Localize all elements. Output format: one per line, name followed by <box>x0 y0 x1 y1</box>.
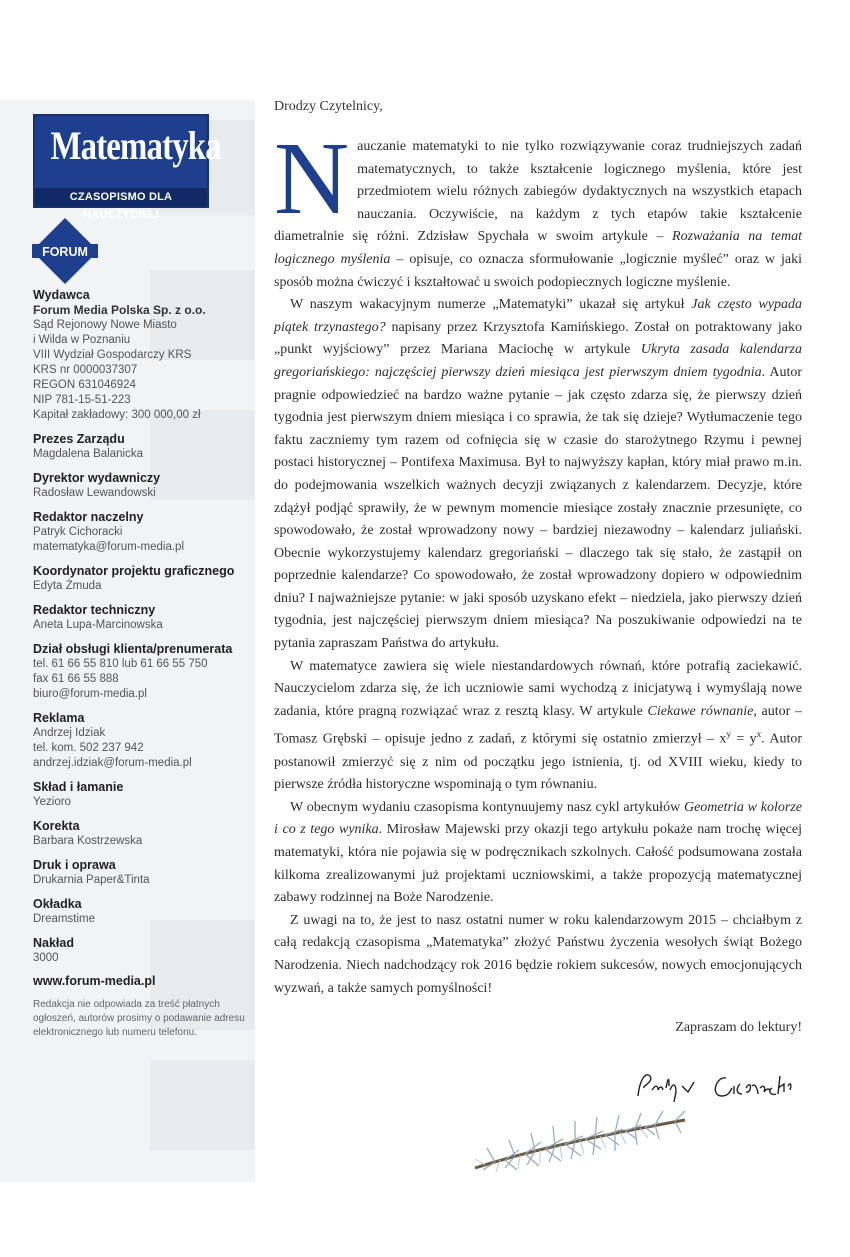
credit-heading: Wydawca <box>33 288 90 302</box>
text-run: . Autor postanowił zmierzyć się z nim od początku jego istnienia, tj. od XVIII wieku, kiedy to pierwsze źródła historyczne wspominają o tym równaniu. <box>274 732 802 793</box>
credit-block <box>33 857 251 888</box>
credit-heading: Okładka <box>33 897 82 911</box>
credit-heading: Koordynator projektu graficznego <box>33 564 235 578</box>
logo-title: Matematyka <box>50 123 221 168</box>
masthead-sidebar <box>0 100 255 1182</box>
credit-heading: Skład i łamanie <box>33 780 124 794</box>
paragraph-1 <box>274 121 802 294</box>
text-run: = y <box>730 732 757 748</box>
credit-line: Yezioro <box>33 796 71 808</box>
drop-cap: N <box>274 121 350 236</box>
credit-heading: Druk i oprawa <box>33 858 116 872</box>
article-title: Ciekawe równanie <box>647 703 754 719</box>
article-title: Geometria w kolorze i co z tego wynika <box>274 799 802 838</box>
text-run: , autor – Tomasz Grębski – opisuje jedno z zadań, z którymi się ostatnio zmierzył – x <box>274 703 802 748</box>
credit-heading: Prezes Zarządu <box>33 432 125 446</box>
credit-line: NIP 781-15-51-223 <box>33 394 131 406</box>
credit-line: KRS nr 0000037307 <box>33 364 138 376</box>
credit-line[interactable]: andrzej.idziak@forum-media.pl <box>33 757 192 769</box>
credit-block <box>33 287 251 423</box>
credit-block <box>33 563 251 594</box>
text-run: W obecnym wydaniu czasopisma kontynuujemy nasz cykl artykułów <box>290 799 684 815</box>
credit-block <box>33 602 251 633</box>
text-run: W matematyce zawiera się wiele niestandardowych równań, które potrafią zaciekawić. Nauczycielom zdarza się, że ich uczniowie sami wychodzą z inicjatywą i wymyślają nowe zadania, które pragną rozwiązać wraz z resztą klasy. W artykule <box>274 658 802 719</box>
pine-branch-icon <box>455 1080 705 1180</box>
credit-block <box>33 470 251 501</box>
paragraph-5 <box>274 910 802 1000</box>
credits-list <box>33 287 251 1040</box>
credit-line: Andrzej Idziak <box>33 727 106 739</box>
credit-block <box>33 509 251 555</box>
text-run: y <box>726 729 731 740</box>
article-title: Rozważania na temat logicznego myślenia <box>274 229 802 267</box>
credit-line[interactable]: matematyka@forum-media.pl <box>33 541 184 553</box>
credit-subheading: Forum Media Polska Sp. z o.o. <box>33 303 206 317</box>
closing-line: Zapraszam do lektury! <box>675 1020 802 1036</box>
credit-heading: Nakład <box>33 936 74 950</box>
credit-block <box>33 818 251 849</box>
article-title: Ukryta zasada kalendarza gregoriańskiego: najczęściej pierwszy dzień miesiąca jest pierwszym dniem tygodnia <box>274 342 802 380</box>
credit-heading: Korekta <box>33 819 80 833</box>
credit-line: tel. 61 66 55 810 lub 61 66 55 750 <box>33 658 208 670</box>
credit-line: REGON 631046924 <box>33 379 136 391</box>
credit-line[interactable]: biuro@forum-media.pl <box>33 688 147 700</box>
text-run: auczanie matematyki to nie tylko rozwiązywanie coraz trudniejszych zadań matematycznych, to także kształcenie logicznego myślenia, które jest przedmiotem wielu różnych zabiegów dydaktycznych na wszystkich etapach nauczania. Oczywiście, na każdym z tych etapów takie kształcenie diametralnie się różni. Zdzisław Spychała w swoim artykule – <box>274 139 802 245</box>
credit-block <box>33 779 251 810</box>
credit-line: Sąd Rejonowy Nowe Miasto <box>33 319 177 331</box>
credit-line: Radosław Lewandowski <box>33 487 156 499</box>
editorial-letter <box>274 96 802 1036</box>
logo-subtitle: CZASOPISMO DLA NAUCZYCIELI <box>35 188 207 206</box>
credit-heading: Redaktor naczelny <box>33 510 144 524</box>
text-run: napisany przez Krzysztofa Kamińskiego. Został on potraktowany jako „punkt wyjściowy” przez Mariana Maciochę w artykule <box>274 319 803 358</box>
forum-logo-icon <box>32 218 98 284</box>
text-run: Z uwagi na to, że jest to nasz ostatni numer w roku kalendarzowym 2015 – chciałbym z całą redakcją czasopisma „Matematyka” złożyć Państwu życzenia wesołych świąt Bożego Narodzenia. Niech nadchodzący rok 2016 będzie rokiem sukcesów, nowych emocjonujących wyzwań, a także samych pomyślności! <box>274 912 802 996</box>
credit-heading: Redaktor techniczny <box>33 603 156 617</box>
paragraph-2 <box>274 294 802 656</box>
article-title: Jak często wypada piątek trzynastego? <box>274 297 802 335</box>
credit-block <box>33 710 251 771</box>
credit-heading: Dział obsługi klienta/prenumerata <box>33 642 233 656</box>
credit-line: Patryk Cichoracki <box>33 526 123 538</box>
credit-line: 3000 <box>33 952 59 964</box>
website-link[interactable]: www.forum-media.pl <box>33 974 156 988</box>
credit-block <box>33 935 251 966</box>
paragraph-3 <box>274 656 802 797</box>
credit-heading: Reklama <box>33 711 85 725</box>
text-run: W naszym wakacyjnym numerze „Matematyki” ukazał się artykuł <box>290 297 692 313</box>
paragraph-4 <box>274 797 802 910</box>
text-run: – opisuje, co oznacza sformułowanie „logicznie myśleć” oraz w jaki sposób można ćwiczyć i kształtować u swoich podopiecznych logiczne myślenie. <box>274 251 802 290</box>
credit-block <box>33 431 251 462</box>
credit-line: fax 61 66 55 888 <box>33 673 119 685</box>
credit-line: Edyta Żmuda <box>33 580 102 592</box>
credit-line: Barbara Kostrzewska <box>33 835 143 847</box>
credit-line: Magdalena Balanicka <box>33 448 143 460</box>
credit-line: Drukarnia Paper&Tinta <box>33 874 150 886</box>
credit-line: Dreamstime <box>33 913 95 925</box>
credit-line: i Wilda w Poznaniu <box>33 334 131 346</box>
paragraph-1-text <box>274 121 802 290</box>
credit-line: Kapitał zakładowy: 300 000,00 zł <box>33 409 201 421</box>
text-run: . Autor pragnie odpowiedzieć na bardzo ważne pytanie – jak często zdarza się, że pierwszy dzień tygodnia jest pierwszym dniem miesiąca i co sprawia, że tak się dzieje? Wytłumaczenie tego faktu zaczniemy tym razem od cofnięcia się w czasie do starożytnego Rzymu i pewnej postaci historycznej – Pontifexa Maximusa. Był to najwyższy kapłan, który miał prawo m.in. do podejmowania wszelkich ważnych decyzji związanych z kalendarzem. Decyzje, które zdążył podjąć sprawiły, że w pewnym momencie miesiące zostały znacznie przesunięte, co spowodowało, że został wprowadzony nowy – bardziej niezawodny – kalendarz juliański. Obecnie wykorzystujemy kalendarz gregoriański – dlaczego tak się stało, że zastąpił on poprzednie kalendarze? Co spowodowało, że został wprowadzony dopiero w odpowiednim dniu? I najważniejsze pytanie: w jaki sposób uzyskano efekt – niedziela, jako pierwszy dzień tygodnia, jest najczęściej pierwszym dniem miesiąca? Na poszukiwanie odpowiedzi na te pytania zapraszam Państwa do artykułu. <box>274 364 803 652</box>
credit-line: VIII Wydział Gospodarczy KRS <box>33 349 192 361</box>
credit-line: tel. kom. 502 237 942 <box>33 742 144 754</box>
credit-block <box>33 641 251 702</box>
credit-block <box>33 896 251 927</box>
matematyka-logo <box>33 114 221 221</box>
text-run: . Mirosław Majewski przy okazji tego artykułu pokaże nam trochę więcej matematyki, która nie pojawia się w podręcznikach szkolnych. Całość podsumowana została kilkoma zrealizowanymi już projektami uczniowskimi, a także propozycją matematycznej zabawy rodzinnej na Boże Narodzenie. <box>274 822 802 906</box>
text-run: x <box>756 729 762 740</box>
credit-heading: Dyrektor wydawniczy <box>33 471 161 485</box>
disclaimer: Redakcja nie odpowiada za treść płatnych ogłoszeń, autorów prosimy o podawanie adresu elektronicznego lub numeru telefonu. <box>33 999 245 1038</box>
credit-line: Aneta Lupa-Marcinowska <box>33 619 163 631</box>
forum-logo-text: FORUM <box>42 245 88 259</box>
salutation: Drodzy Czytelnicy, <box>274 99 383 114</box>
